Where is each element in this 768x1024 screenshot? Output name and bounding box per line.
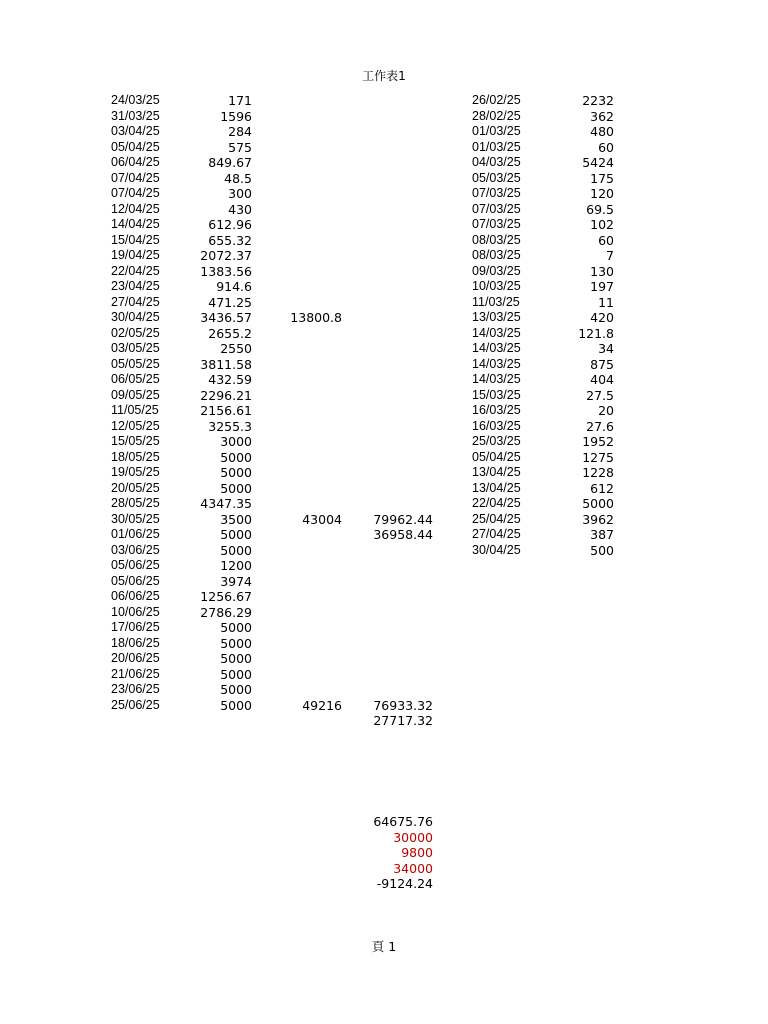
empty-cell [345, 310, 433, 326]
empty-cell [262, 543, 342, 559]
left-date-cell: 03/04/25 [111, 124, 160, 138]
empty-cell [262, 109, 342, 125]
right-amount-cell: 60 [598, 139, 614, 155]
empty-cell [262, 140, 342, 156]
left-amount-cell: 1256.67 [200, 589, 252, 604]
left-amount-cell: 3974 [220, 573, 252, 589]
empty-cell [345, 140, 433, 156]
left-date-cell: 23/06/25 [111, 682, 160, 696]
left-amount-cell: 5000 [220, 542, 252, 558]
left-amount-cell: 5000 [220, 666, 252, 682]
left-amount-cell: 3255.3 [208, 418, 252, 434]
calculation-cell: 64675.76 [373, 814, 433, 829]
right-amount-cell: 480 [590, 124, 614, 139]
left-amount-cell: 2072.37 [200, 248, 252, 263]
right-amount-cell: 20 [598, 403, 614, 418]
right-date-cell: 14/03/25 [472, 341, 521, 355]
right-date-cell: 07/03/25 [472, 201, 521, 216]
empty-cell [262, 186, 342, 202]
right-amount-cell: 1275 [582, 449, 614, 465]
empty-cell [345, 667, 433, 683]
left-date-cell: 20/06/25 [111, 651, 160, 665]
right-date-cell: 13/04/25 [472, 465, 521, 479]
empty-cell [345, 434, 433, 450]
empty-cell [262, 171, 342, 187]
empty-cell [345, 171, 433, 187]
bottom-calculation-column [345, 814, 433, 892]
right-date-cell: 25/04/25 [472, 511, 521, 526]
empty-cell [345, 326, 433, 342]
left-date-cell: 19/04/25 [111, 248, 160, 262]
empty-cell [345, 341, 433, 357]
left-amount-cell: 171 [228, 93, 252, 108]
subtotal-column [262, 93, 342, 729]
empty-cell [262, 264, 342, 280]
left-date-cell: 18/05/25 [111, 449, 160, 464]
left-date-cell: 12/05/25 [111, 418, 160, 433]
empty-cell [345, 558, 433, 574]
right-date-cell: 09/03/25 [472, 263, 521, 278]
left-date-cell: 10/06/25 [111, 604, 160, 619]
right-date-cell: 28/02/25 [472, 108, 521, 123]
empty-cell [345, 357, 433, 373]
right-date-cell: 08/03/25 [472, 248, 521, 262]
left-date-cell: 23/04/25 [111, 279, 160, 293]
subtotal-cell: 49216 [302, 697, 342, 713]
page-number: 頁 1 [371, 939, 397, 954]
right-date-cell: 11/03/25 [472, 294, 520, 309]
left-amount-cell: 300 [228, 186, 252, 201]
highlighted-amount-cell: 9800 [401, 845, 433, 860]
right-amount-cell: 3962 [582, 511, 614, 527]
empty-cell [262, 651, 342, 667]
left-amount-cell: 3000 [220, 434, 252, 449]
right-date-cell: 08/03/25 [472, 232, 521, 247]
left-amount-cell: 5000 [220, 697, 252, 713]
empty-cell [262, 372, 342, 388]
empty-cell [262, 620, 342, 636]
highlighted-amount-cell: 34000 [393, 860, 433, 876]
right-amount-cell: 5000 [582, 496, 614, 511]
empty-cell [345, 574, 433, 590]
left-date-cell: 03/06/25 [111, 542, 160, 557]
right-date-cell: 07/03/25 [472, 186, 521, 200]
right-amount-column [540, 93, 614, 558]
right-date-cell: 05/03/25 [472, 170, 521, 185]
empty-cell [262, 713, 342, 729]
left-amount-cell: 1383.56 [200, 263, 252, 279]
right-date-cell: 14/03/25 [472, 325, 521, 340]
left-date-cell: 06/05/25 [111, 372, 160, 386]
right-date-cell: 25/03/25 [472, 434, 521, 448]
right-amount-cell: 60 [598, 232, 614, 248]
left-amount-cell: 2786.29 [200, 604, 252, 620]
right-date-cell: 26/02/25 [472, 93, 521, 107]
empty-cell [345, 636, 433, 652]
left-amount-cell: 612.96 [208, 217, 252, 232]
left-date-cell: 12/04/25 [111, 201, 160, 216]
right-date-cell: 04/03/25 [472, 155, 521, 169]
right-amount-cell: 875 [590, 356, 614, 372]
summary-cell: 27717.32 [373, 713, 433, 728]
left-amount-cell: 2296.21 [200, 387, 252, 403]
empty-cell [345, 124, 433, 140]
empty-cell [262, 450, 342, 466]
left-date-cell: 30/04/25 [111, 310, 160, 324]
left-amount-cell: 1596 [220, 108, 252, 124]
left-amount-cell: 5000 [220, 682, 252, 697]
empty-cell [262, 388, 342, 404]
empty-cell [262, 481, 342, 497]
right-date-cell: 10/03/25 [472, 279, 521, 293]
left-amount-cell: 5000 [220, 480, 252, 496]
empty-cell [262, 93, 342, 109]
right-date-cell: 15/03/25 [472, 387, 521, 402]
right-amount-cell: 34 [598, 341, 614, 356]
left-date-column [111, 93, 191, 713]
right-amount-cell: 2232 [582, 93, 614, 108]
empty-cell [345, 155, 433, 171]
right-amount-cell: 1952 [582, 434, 614, 449]
left-amount-cell: 5000 [220, 620, 252, 635]
empty-cell [345, 264, 433, 280]
right-date-cell: 16/03/25 [472, 403, 521, 417]
empty-cell [345, 233, 433, 249]
empty-cell [345, 605, 433, 621]
empty-cell [345, 682, 433, 698]
left-date-cell: 18/06/25 [111, 635, 160, 650]
left-amount-cell: 4347.35 [200, 496, 252, 511]
left-date-cell: 15/04/25 [111, 232, 160, 247]
empty-cell [345, 465, 433, 481]
left-date-cell: 05/06/25 [111, 573, 160, 588]
left-date-cell: 06/04/25 [111, 155, 160, 169]
left-date-cell: 07/04/25 [111, 186, 160, 200]
left-date-cell: 06/06/25 [111, 589, 160, 603]
empty-cell [262, 248, 342, 264]
right-date-cell: 13/04/25 [472, 480, 521, 495]
left-amount-cell: 471.25 [208, 294, 252, 310]
empty-cell [345, 279, 433, 295]
right-amount-cell: 362 [590, 108, 614, 124]
left-amount-cell: 5000 [220, 465, 252, 480]
subtotal-cell: 43004 [302, 511, 342, 527]
empty-cell [345, 403, 433, 419]
right-amount-cell: 612 [590, 480, 614, 496]
left-date-cell: 15/05/25 [111, 434, 160, 448]
empty-cell [262, 527, 342, 543]
right-amount-cell: 420 [590, 310, 614, 325]
right-date-cell: 30/04/25 [472, 542, 521, 557]
left-date-cell: 20/05/25 [111, 480, 160, 495]
right-amount-cell: 404 [590, 372, 614, 387]
left-date-cell: 03/05/25 [111, 341, 160, 355]
empty-cell [262, 496, 342, 512]
left-amount-cell: 430 [228, 201, 252, 217]
left-date-cell: 07/04/25 [111, 170, 160, 185]
left-amount-cell: 5000 [220, 449, 252, 465]
left-date-cell: 25/06/25 [111, 697, 160, 712]
left-date-cell: 14/04/25 [111, 217, 160, 231]
left-date-cell: 02/05/25 [111, 325, 160, 340]
empty-cell [345, 496, 433, 512]
right-amount-cell: 121.8 [578, 325, 614, 341]
empty-cell [345, 202, 433, 218]
right-date-cell: 05/04/25 [472, 449, 521, 464]
left-amount-cell: 2655.2 [208, 325, 252, 341]
right-date-cell: 27/04/25 [472, 527, 521, 541]
empty-cell [345, 109, 433, 125]
empty-cell [262, 434, 342, 450]
left-amount-cell: 5000 [220, 527, 252, 542]
empty-cell [262, 341, 342, 357]
empty-cell [345, 295, 433, 311]
right-date-cell: 01/03/25 [472, 139, 521, 154]
empty-cell [345, 248, 433, 264]
right-date-cell: 16/03/25 [472, 418, 521, 433]
empty-cell [262, 682, 342, 698]
calculation-cell: -9124.24 [376, 876, 433, 891]
right-date-cell: 13/03/25 [472, 310, 521, 324]
left-date-cell: 17/06/25 [111, 620, 160, 634]
right-amount-cell: 69.5 [586, 201, 614, 217]
left-date-cell: 05/06/25 [111, 558, 160, 572]
empty-cell [345, 481, 433, 497]
left-amount-cell: 655.32 [208, 232, 252, 248]
empty-cell [262, 574, 342, 590]
empty-cell [262, 667, 342, 683]
left-date-cell: 30/05/25 [111, 511, 160, 526]
summary-cell: 76933.32 [373, 697, 433, 713]
empty-cell [345, 217, 433, 233]
left-date-cell: 01/06/25 [111, 527, 160, 541]
left-amount-cell: 2550 [220, 341, 252, 356]
right-amount-cell: 387 [590, 527, 614, 542]
left-amount-cell: 914.6 [216, 279, 252, 294]
empty-cell [262, 217, 342, 233]
right-date-cell: 22/04/25 [472, 496, 521, 510]
left-date-cell: 11/05/25 [111, 403, 159, 417]
left-amount-cell: 284 [228, 124, 252, 139]
left-amount-cell: 48.5 [224, 170, 252, 186]
right-amount-cell: 175 [590, 170, 614, 186]
empty-cell [262, 589, 342, 605]
empty-cell [262, 279, 342, 295]
empty-cell [262, 295, 342, 311]
right-amount-cell: 1228 [582, 465, 614, 480]
empty-cell [262, 155, 342, 171]
empty-cell [345, 543, 433, 559]
empty-cell [345, 651, 433, 667]
right-amount-cell: 120 [590, 186, 614, 201]
left-date-cell: 09/05/25 [111, 387, 160, 402]
left-date-cell: 19/05/25 [111, 465, 160, 479]
summary-cell: 79962.44 [373, 511, 433, 527]
empty-cell [262, 202, 342, 218]
empty-cell [345, 388, 433, 404]
empty-cell [345, 372, 433, 388]
right-amount-cell: 7 [606, 248, 614, 263]
right-amount-cell: 197 [590, 279, 614, 294]
empty-cell [345, 620, 433, 636]
empty-cell [345, 93, 433, 109]
left-amount-cell: 2156.61 [200, 403, 252, 418]
empty-cell [345, 450, 433, 466]
right-date-cell: 14/03/25 [472, 372, 521, 386]
empty-cell [345, 186, 433, 202]
left-amount-cell: 3500 [220, 511, 252, 527]
empty-cell [262, 605, 342, 621]
left-date-cell: 24/03/25 [111, 93, 160, 107]
empty-cell [262, 465, 342, 481]
left-date-cell: 27/04/25 [111, 294, 160, 309]
empty-cell [262, 233, 342, 249]
right-amount-cell: 11 [598, 294, 614, 310]
empty-cell [262, 419, 342, 435]
left-amount-cell: 432.59 [208, 372, 252, 387]
left-amount-column [180, 93, 252, 713]
summary-column [345, 93, 433, 729]
left-date-cell: 21/06/25 [111, 666, 160, 681]
left-amount-cell: 5000 [220, 635, 252, 651]
right-amount-cell: 130 [590, 263, 614, 279]
empty-cell [345, 419, 433, 435]
left-amount-cell: 575 [228, 139, 252, 155]
right-amount-cell: 102 [590, 217, 614, 232]
left-amount-cell: 1200 [220, 558, 252, 573]
left-date-cell: 05/05/25 [111, 356, 160, 371]
left-amount-cell: 5000 [220, 651, 252, 666]
right-date-cell: 01/03/25 [472, 124, 521, 138]
empty-cell [345, 589, 433, 605]
empty-cell [262, 326, 342, 342]
empty-cell [262, 124, 342, 140]
left-amount-cell: 3811.58 [200, 356, 252, 372]
left-date-cell: 05/04/25 [111, 139, 160, 154]
sheet-title: 工作表1 [362, 69, 406, 83]
left-amount-cell: 849.67 [208, 155, 252, 170]
left-date-cell: 22/04/25 [111, 263, 160, 278]
left-amount-cell: 3436.57 [200, 310, 252, 325]
empty-cell [262, 357, 342, 373]
right-amount-cell: 500 [590, 542, 614, 558]
right-date-cell: 07/03/25 [472, 217, 521, 231]
right-date-cell: 14/03/25 [472, 356, 521, 371]
right-amount-cell: 5424 [582, 155, 614, 170]
summary-cell: 36958.44 [373, 527, 433, 542]
left-date-cell: 31/03/25 [111, 108, 160, 123]
highlighted-amount-cell: 30000 [393, 829, 433, 845]
empty-cell [262, 558, 342, 574]
empty-cell [262, 636, 342, 652]
right-amount-cell: 27.6 [586, 418, 614, 434]
left-date-cell: 28/05/25 [111, 496, 160, 510]
right-amount-cell: 27.5 [586, 387, 614, 403]
subtotal-cell: 13800.8 [290, 310, 342, 325]
empty-cell [262, 403, 342, 419]
